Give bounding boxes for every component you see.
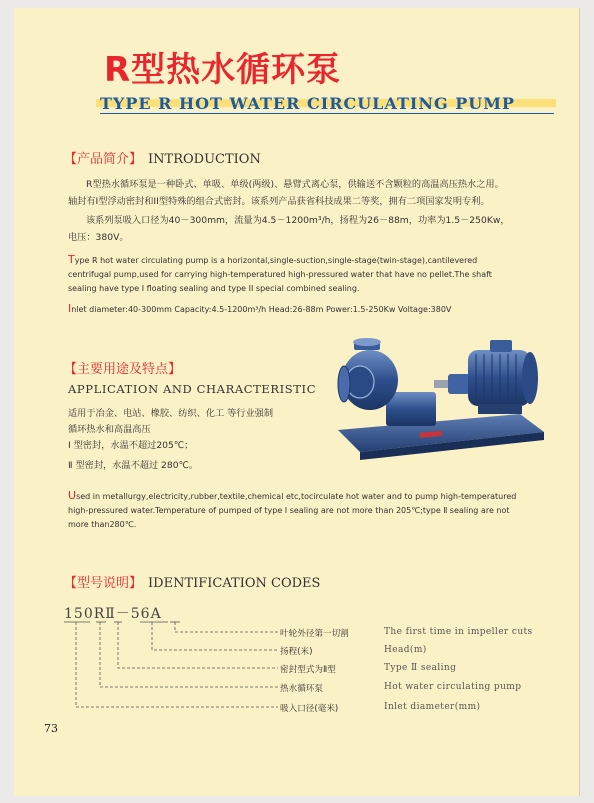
intro-en-line3: sealing have type I floating sealing and type II special combined sealing. — [68, 284, 360, 293]
app-cn-line3: Ⅰ 型密封，水温不超过205℃； — [68, 440, 194, 451]
intro-p1-line1: R型热水循环泵是一种卧式、单吸、单级(两级)、悬臂式离心泵，供输送不含颗粒的高温高压热水之用。 — [86, 179, 504, 190]
code-item-cn-1: 叶轮外径第一切割 — [280, 629, 349, 639]
intro-heading-en: INTRODUCTION — [148, 152, 261, 167]
intro-spec-text: nlet diameter:40-300mm Capacity:4.5-1200m³/h Head:26-88m Power:1.5-250Kw Voltage:380V — [71, 305, 452, 314]
bracket-close: 】 — [168, 362, 182, 377]
dropcap-u: U — [68, 489, 77, 502]
code-item-cn-3: 密封型式为Ⅱ型 — [280, 665, 336, 675]
page-title-cn: R型热水循环泵 — [104, 50, 342, 90]
pump-image — [330, 332, 552, 460]
title-underline — [100, 113, 554, 114]
intro-spec-line — [68, 301, 451, 317]
intro-heading-cn: 产品简介 — [77, 152, 130, 167]
identification-heading — [64, 572, 320, 591]
intro-p2-line1: 该系列泵吸入口径为40－300mm，流量为4.5－1200m³/h，扬程为26－88m，功率为1.5－250Kw， — [86, 215, 510, 226]
application-heading-cn: 主要用途及特点 — [77, 362, 169, 377]
application-heading-en: APPLICATION AND CHARACTERISTIC — [68, 382, 317, 396]
code-item-en-3: Type Ⅱ sealing — [384, 663, 457, 673]
bracket-close: 】 — [129, 576, 143, 591]
identification-heading-cn: 型号说明 — [77, 576, 130, 591]
app-en-line2: high-pressured water.Temperature of pumped of type Ⅰ sealing are not more than 205℃;type Ⅱ sealing are not — [68, 506, 510, 515]
app-en-line3: more than280℃. — [68, 520, 137, 529]
motor-body — [468, 350, 530, 406]
intro-p1-line2: 轴封有Ⅰ型浮动密封和ⅠⅠ型特殊的组合式密封。该系列产品获省科技成果二等奖，拥有二项国家发明专利。 — [68, 196, 490, 207]
bracket-open: 【 — [64, 576, 78, 591]
intro-en-text1: ype R hot water circulating pump is a horizontal,single-suction,single-stage(twin-stage),cantilevered — [74, 256, 478, 265]
application-heading — [64, 358, 181, 377]
app-en-line1 — [68, 488, 516, 504]
code-item-cn-2: 扬程(米) — [280, 647, 313, 657]
code-item-en-4: Hot water circulating pump — [384, 682, 522, 692]
app-cn-line4: Ⅱ 型密封，水温不超过 280℃。 — [68, 460, 199, 471]
app-cn-line1: 适用于冶金、电站、橡胶、纺织、化工 等行业强制 — [68, 408, 274, 419]
model-leader-lines — [60, 620, 280, 716]
intro-heading — [64, 148, 261, 167]
intro-en-line1 — [68, 252, 477, 268]
model-code: 150RⅡ－56A — [64, 606, 162, 622]
dropcap-t: T — [68, 253, 75, 266]
code-item-en-2: Head(m) — [384, 645, 427, 655]
intro-p2-line2: 电压：380V。 — [68, 232, 129, 243]
bracket-close: 】 — [129, 152, 143, 167]
dropcap-i: I — [68, 302, 72, 315]
identification-heading-en: IDENTIFICATION CODES — [148, 576, 321, 591]
page-number: 73 — [44, 722, 58, 735]
code-item-cn-4: 热水循环泵 — [280, 684, 323, 694]
app-en-text1: sed in metallurgy,electricity,rubber,textile,chemical etc,tocirculate hot water and to pump high-temperatured — [76, 492, 517, 501]
intro-en-line2: centrifugal pump,used for carrying high-temperatured high-pressured water that have no pellet.The shaft — [68, 270, 492, 279]
code-item-cn-5: 吸入口径(毫米) — [280, 704, 339, 714]
bracket-open: 【 — [64, 362, 78, 377]
code-item-en-1: The first time in impeller cuts — [384, 627, 533, 637]
page-title-en: TYPE R HOT WATER CIRCULATING PUMP — [100, 94, 515, 113]
bracket-open: 【 — [64, 152, 78, 167]
code-item-en-5: Inlet diameter(mm) — [384, 702, 481, 712]
app-cn-line2: 循环热水和高温高压 — [68, 424, 151, 435]
